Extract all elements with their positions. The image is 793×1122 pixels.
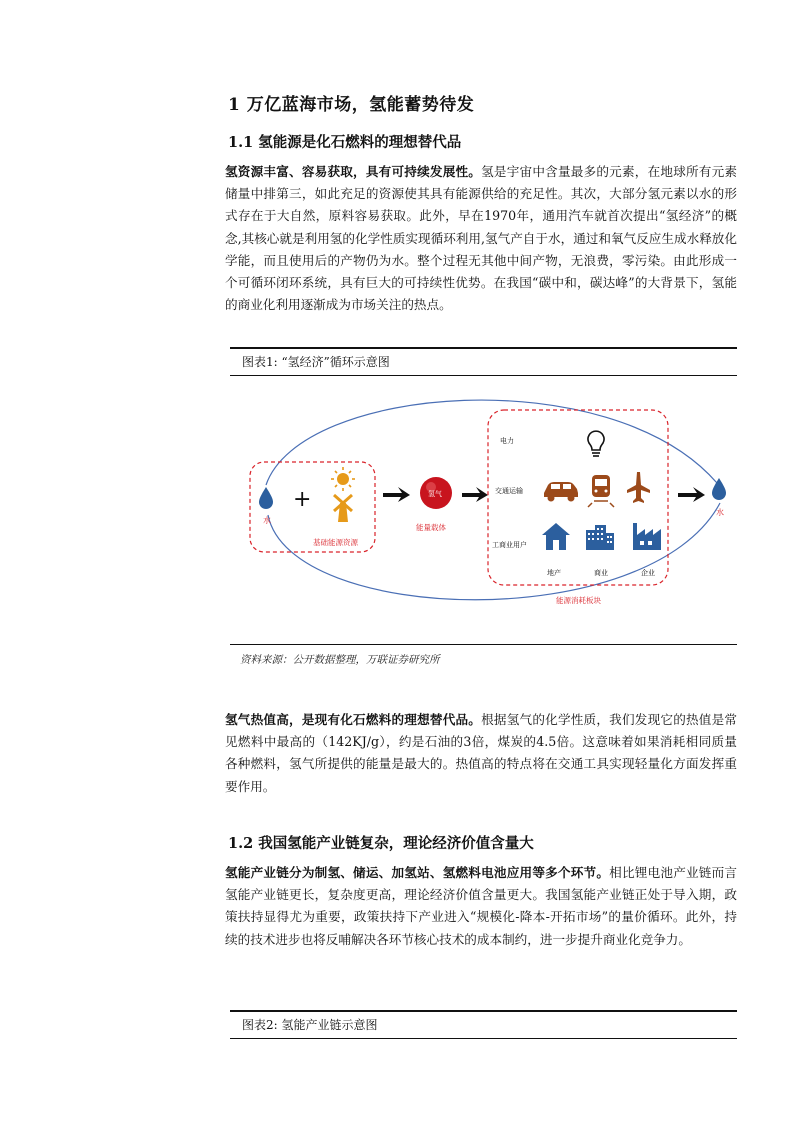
users-label: 工商业用户 xyxy=(492,541,527,549)
factory-icon xyxy=(633,523,661,550)
figure-caption: 图表2: 氢能产业链示意图 xyxy=(242,1018,378,1032)
paragraph-body: 根据氢气的化学性质，我们发现它的热值是常见燃料中最高的（142KJ/g），约是石油的3倍，煤炭的4.5倍。这意味着如果消耗相同质量各种燃料，氢气所提供的能量是最大的。热值高的特点将在交通工具实现轻量化方面发挥重要作用。 xyxy=(225,712,738,794)
water-label-left: 水 xyxy=(263,516,271,525)
figure-caption-bar xyxy=(230,347,737,376)
water-drop-icon xyxy=(259,487,273,509)
enterprise-label: 企业 xyxy=(641,569,655,577)
hydrogen-economy-cycle-diagram xyxy=(230,375,737,643)
figure-source: 资料来源：公开数据整理，万联证券研究所 xyxy=(240,654,440,666)
section-title: 1 万亿蓝海市场，氢能蓄势待发 xyxy=(228,95,475,115)
house-icon xyxy=(542,523,570,550)
office-building-icon xyxy=(586,525,614,550)
arrow-to-consumption xyxy=(462,487,488,502)
paragraph-lead: 氢能产业链分为制氢、储运、加氢站、氢燃料电池应用等多个环节。 xyxy=(225,865,610,880)
car-icon xyxy=(544,482,578,502)
water-label-right: 水 xyxy=(716,508,724,517)
plus-sign: + xyxy=(293,487,312,512)
airplane-icon xyxy=(627,472,650,503)
water-drop-icon xyxy=(712,478,726,500)
electricity-label: 电力 xyxy=(500,437,514,445)
paragraph-hydrogen-resources xyxy=(225,161,737,316)
train-icon xyxy=(588,475,614,507)
cycle-arc-bottom xyxy=(268,503,720,600)
subsection-title: 1.1 氢能源是化石燃料的理想替代品 xyxy=(228,134,462,151)
figure-caption: 图表1: “氢经济”循环示意图 xyxy=(242,355,390,369)
paragraph-body: 相比锂电池产业链而言氢能产业链更长，复杂度更高，理论经济价值含量更大。我国氢能产业链正处于导入期，政策扶持显得尤为重要，政策扶持下产业进入“规模化-降本-开拓市场”的量价循环。此外，持续的技术进步也将反哺解决各环节核心技术的成本制约，进一步提升商业化竞争力。 xyxy=(225,865,738,947)
module-label: 能源消耗板块 xyxy=(556,596,601,605)
arrow-to-hydrogen xyxy=(383,487,410,502)
carrier-label: 能量载体 xyxy=(416,523,446,532)
real-estate-label: 地产 xyxy=(547,569,561,577)
light-bulb-icon xyxy=(588,431,604,456)
sun-icon xyxy=(331,467,355,491)
paragraph-heat-value xyxy=(225,709,737,798)
paragraph-body: 氢是宇宙中含量最多的元素，在地球所有元素储量中排第三，如此充足的资源使其具有能源供给的充足性。其次，大部分氢元素以水的形式存在于大自然，原料容易获取。此外，早在1970年，通用汽车就首次提出“氢经济”的概念,其核心就是利用氢的化学性质实现循环利用,氢气产自于水，通过和氧气反应生成水释放化学能，而且使用后的产物仍为水。整个过程无其他中间产物，无浪费，零污染。由此形成一个可循环闭环系统，具有巨大的可持续性优势。在我国“碳中和，碳达峰”的大背景下，氢能的商业化利用逐渐成为市场关注的热点。 xyxy=(225,164,738,313)
figure-caption-bar xyxy=(230,1010,737,1039)
paragraph-industry-chain xyxy=(225,862,737,951)
cycle-arc-top xyxy=(266,400,717,485)
figure-bottom-rule xyxy=(230,644,737,645)
windmill-icon xyxy=(334,495,352,522)
transport-label: 交通运输 xyxy=(495,487,523,495)
commerce-label: 商业 xyxy=(594,569,608,577)
arrow-to-water xyxy=(678,487,705,502)
basic-energy-label: 基础能源资源 xyxy=(313,538,358,547)
subsection-title: 1.2 我国氢能产业链复杂，理论经济价值含量大 xyxy=(228,835,534,852)
paragraph-lead: 氢资源丰富、容易获取，具有可持续发展性。 xyxy=(225,164,482,179)
paragraph-lead: 氢气热值高，是现有化石燃料的理想替代品。 xyxy=(225,712,482,727)
hydrogen-label: 氢气 xyxy=(428,490,442,498)
